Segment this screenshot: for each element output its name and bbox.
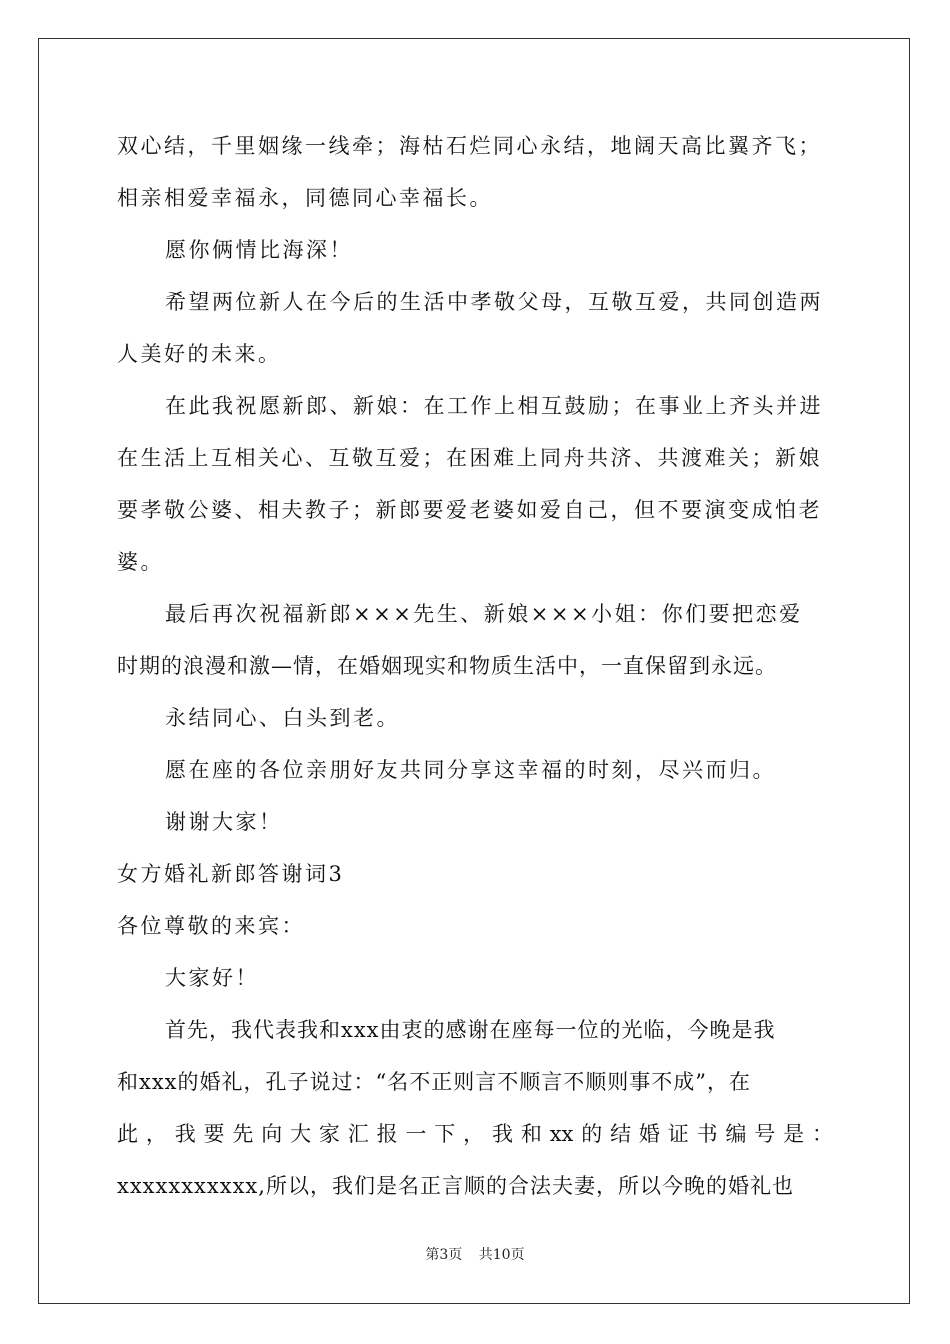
text-line-5: 人美好的未来。 (117, 342, 282, 366)
text-line-19: 和xxx的婚礼，孔子说过：“名不正则言不顺言不顺则事不成”，在 (117, 1070, 751, 1094)
greeting: 大家好！ (165, 966, 259, 990)
text-line-7: 在生活上互相关心、互敬互爱；在困难上同舟共济、共渡难关；新娘 (117, 446, 822, 470)
text-line-6: 在此我祝愿新郎、新娘：在工作上相互鼓励；在事业上齐头并进 (165, 394, 823, 418)
section-heading: 女方婚礼新郎答谢词3 (117, 862, 345, 886)
salutation: 各位尊敬的来宾： (117, 914, 305, 938)
text-line-20: 此，我要先向大家汇报一下，我和xx的结婚证书编号是： (117, 1122, 833, 1146)
page-total: 共10页 (478, 1247, 525, 1263)
text-line-3: 愿你俩情比海深！ (165, 238, 353, 262)
text-line-4: 希望两位新人在今后的生活中孝敬父母，互敬互爱，共同创造两 (165, 290, 823, 314)
text-line-12: 永结同心、白头到老。 (165, 706, 400, 730)
text-line-8: 要孝敬公婆、相夫教子；新郎要爱老婆如爱自己，但不要演变成怕老 (117, 498, 822, 522)
text-line-11: 时期的浪漫和激—情，在婚姻现实和物质生活中，一直保留到永远。 (117, 654, 777, 678)
text-line-2: 相亲相爱幸福永，同德同心幸福长。 (117, 186, 493, 210)
text-line-1: 双心结，千里姻缘一线牵；海枯石烂同心永结，地阔天高比翼齐飞； (117, 134, 822, 158)
text-line-18: 首先，我代表我和xxx由衷的感谢在座每一位的光临，今晚是我 (165, 1018, 776, 1042)
text-line-21: xxxxxxxxxxx,所以，我们是名正言顺的合法夫妻，所以今晚的婚礼也 (117, 1174, 794, 1198)
text-line-14: 谢谢大家！ (165, 810, 283, 834)
text-line-13: 愿在座的各位亲朋好友共同分享这幸福的时刻，尽兴而归。 (165, 758, 776, 782)
text-line-10: 最后再次祝福新郎×××先生、新娘×××小姐：你们要把恋爱 (165, 602, 803, 626)
page-footer (0, 1244, 950, 1264)
page-number: 第3页 (425, 1247, 463, 1263)
text-line-9: 婆。 (117, 550, 164, 574)
